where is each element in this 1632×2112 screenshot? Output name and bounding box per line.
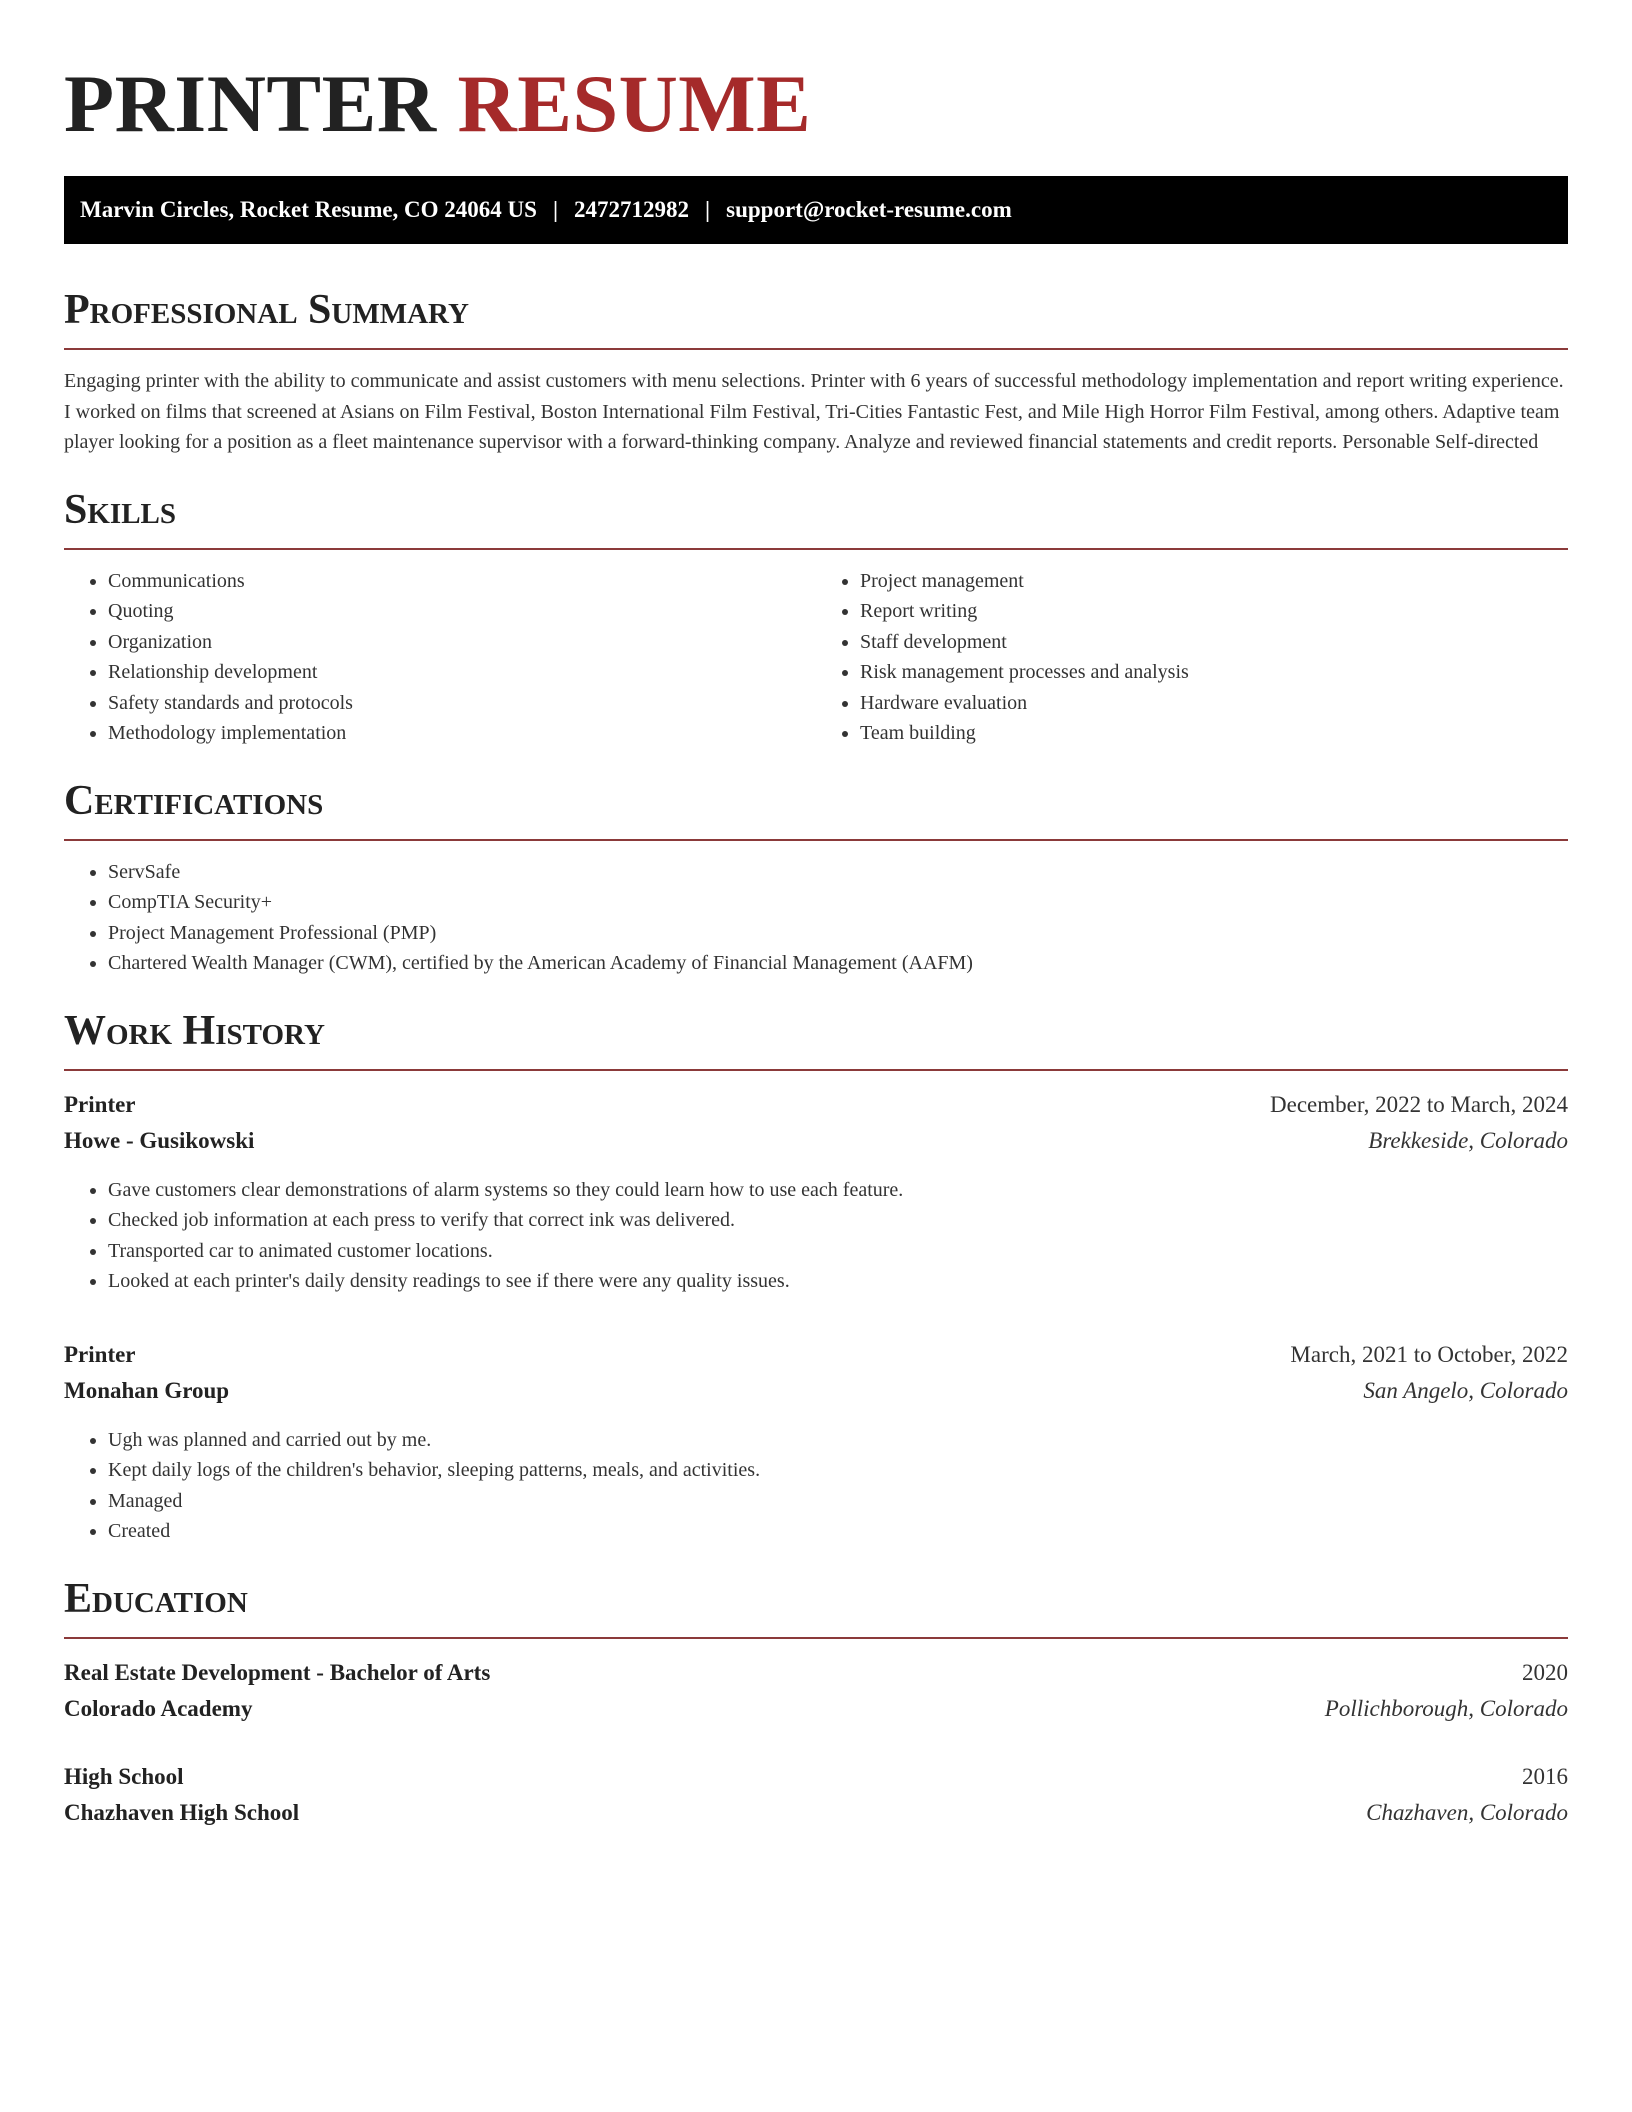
education-entry: [64, 1655, 1568, 1727]
section-heading-work-history: Work History: [64, 1005, 1568, 1071]
title-accent: RESUME: [457, 58, 812, 149]
education-degree-row: [64, 1759, 1568, 1795]
skill-item: • Safety standards and protocols: [108, 688, 816, 719]
job-bullet: • Gave customers clear demonstrations of alarm systems so they could learn how to use each feature.: [108, 1175, 1568, 1206]
certifications-list: [64, 857, 1568, 979]
job-title: Printer: [64, 1341, 136, 1367]
job-company: Monahan Group: [64, 1377, 230, 1403]
contact-address: Marvin Circles, Rocket Resume, CO 24064 US: [80, 197, 537, 222]
job-header-row: [64, 1337, 1568, 1373]
section-heading-education: Education: [64, 1573, 1568, 1639]
job-entry: [64, 1337, 1568, 1547]
job-bullet: • Checked job information at each press to verify that correct ink was delivered.: [108, 1205, 1568, 1236]
contact-email[interactable]: support@rocket-resume.com: [726, 197, 1012, 222]
job-entry: [64, 1087, 1568, 1297]
job-bullet: • Created: [108, 1516, 1568, 1547]
education-location: Chazhaven, Colorado: [1366, 1799, 1568, 1825]
certification-item: • Chartered Wealth Manager (CWM), certified by the American Academy of Financial Management (AAFM): [108, 948, 1568, 979]
education-location: Pollichborough, Colorado: [1324, 1695, 1568, 1721]
certification-item: • Project Management Professional (PMP): [108, 918, 1568, 949]
skill-item: • Organization: [108, 627, 816, 658]
education-year: 2020: [1522, 1659, 1568, 1685]
job-location: San Angelo, Colorado: [1363, 1377, 1568, 1403]
contact-separator: |: [552, 197, 559, 222]
education-school: Colorado Academy: [64, 1695, 253, 1721]
certification-item: • CompTIA Security+: [108, 887, 1568, 918]
skill-item: • Staff development: [860, 627, 1568, 658]
skill-item: • Team building: [860, 718, 1568, 749]
job-bullet: • Transported car to animated customer locations.: [108, 1236, 1568, 1267]
skill-item: • Communications: [108, 566, 816, 597]
education-degree: Real Estate Development - Bachelor of Arts: [64, 1659, 491, 1685]
skill-item: • Project management: [860, 566, 1568, 597]
education-degree: High School: [64, 1763, 184, 1789]
education-degree-row: [64, 1655, 1568, 1691]
job-bullet: • Managed: [108, 1486, 1568, 1517]
section-heading-skills: Skills: [64, 484, 1568, 550]
job-bullet: • Ugh was planned and carried out by me.: [108, 1425, 1568, 1456]
job-title: Printer: [64, 1091, 136, 1117]
job-location: Brekkeside, Colorado: [1368, 1127, 1568, 1153]
education-school-row: [64, 1795, 1568, 1831]
job-company-row: [64, 1123, 1568, 1159]
education-year: 2016: [1522, 1763, 1568, 1789]
contact-phone: 2472712982: [574, 197, 690, 222]
job-bullets: [64, 1175, 1568, 1297]
job-company: Howe - Gusikowski: [64, 1127, 255, 1153]
education-entry: [64, 1759, 1568, 1831]
title-main: PRINTER: [64, 58, 437, 149]
skill-item: • Hardware evaluation: [860, 688, 1568, 719]
contact-bar: [64, 176, 1568, 244]
job-header-row: [64, 1087, 1568, 1123]
skill-item: • Relationship development: [108, 657, 816, 688]
skill-item: • Quoting: [108, 596, 816, 627]
job-bullets: [64, 1425, 1568, 1547]
certification-item: • ServSafe: [108, 857, 1568, 888]
job-dates: March, 2021 to October, 2022: [1290, 1341, 1568, 1367]
skills-list-right: [816, 566, 1568, 749]
skills-list-left: [64, 566, 816, 749]
education-school-row: [64, 1691, 1568, 1727]
skills-grid: [64, 550, 1568, 749]
summary-text: Engaging printer with the ability to communicate and assist customers with menu selections. Printer with 6 years of successful methodology implementation and report writing experience. I worked on films that screened at Asians on Film Festival, Boston International Film Festival, Tri-Cities Fantastic Fest, and Mile High Horror Film Festival, among others. Adaptive team player looking for a position as a fleet maintenance supervisor with a forward-thinking company. Analyze and reviewed financial statements and credit reports. Personable Self-directed: [64, 370, 1564, 453]
job-dates: December, 2022 to March, 2024: [1270, 1091, 1568, 1117]
section-heading-summary: Professional Summary: [64, 284, 1568, 350]
education-school: Chazhaven High School: [64, 1799, 300, 1825]
job-company-row: [64, 1373, 1568, 1409]
section-heading-certifications: Certifications: [64, 775, 1568, 841]
resume-title: [64, 0, 1568, 176]
contact-separator: |: [705, 197, 711, 222]
skill-item: • Report writing: [860, 596, 1568, 627]
job-bullet: • Looked at each printer's daily density readings to see if there were any quality issues.: [108, 1266, 1568, 1297]
job-bullet: • Kept daily logs of the children's behavior, sleeping patterns, meals, and activities.: [108, 1455, 1568, 1486]
skill-item: • Methodology implementation: [108, 718, 816, 749]
skill-item: • Risk management processes and analysis: [860, 657, 1568, 688]
